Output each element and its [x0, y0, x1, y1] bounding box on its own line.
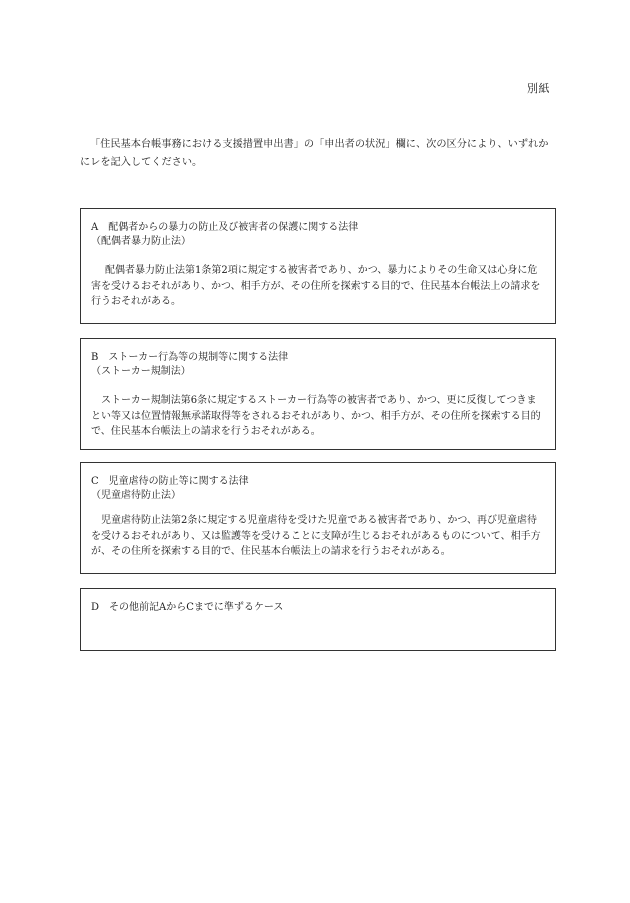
- section-a-title: A 配偶者からの暴力の防止及び被害者の保護に関する法律: [91, 222, 359, 233]
- section-a-description: 配偶者暴力防止法第1条第2項に規定する被害者であり、かつ、暴力によりその生命又は心身に危害を受けるおそれがあり、かつ、相手方が、その住所を探索する目的で、住民基本台帳法上の請求を行うおそれがある。: [91, 265, 541, 307]
- section-b-description: ストーカー規制法第6条に規定するストーカー行為等の被害者であり、かつ、更に反復してつきまとい等又は位置情報無承諾取得等をされるおそれがあり、かつ、相手方が、その住所を探索する目的で、住民基本台帳法上の請求を行うおそれがある。: [91, 395, 541, 437]
- section-d-title: D その他前記AからCまでに準ずるケース: [91, 602, 284, 613]
- section-a-abbreviation: （配偶者暴力防止法）: [91, 236, 191, 247]
- section-b-title: B ストーカー行為等の規制等に関する法律: [91, 352, 289, 363]
- intro-text: 「住民基本台帳事務における支援措置申出書」の「申出者の状況」欄に、次の区分により、いずれかにレを記入してください。: [80, 139, 549, 168]
- attachment-label: 別紙: [527, 82, 550, 95]
- section-d-box: [80, 588, 556, 651]
- section-a-box: [80, 208, 556, 324]
- section-b-abbreviation: （ストーカー規制法）: [91, 366, 191, 377]
- section-b-box: [80, 338, 556, 450]
- section-c-box: [80, 462, 556, 574]
- section-c-title: C 児童虐待の防止等に関する法律: [91, 476, 249, 487]
- section-c-abbreviation: （児童虐待防止法）: [91, 490, 181, 501]
- section-c-description: 児童虐待防止法第2条に規定する児童虐待を受けた児童である被害者であり、かつ、再び児童虐待を受けるおそれがあり、又は監護等を受けることに支障が生じるおそれがあるものについて、相手方が、その住所を探索する目的で、住民基本台帳法上の請求を行うおそれがある。: [91, 515, 541, 557]
